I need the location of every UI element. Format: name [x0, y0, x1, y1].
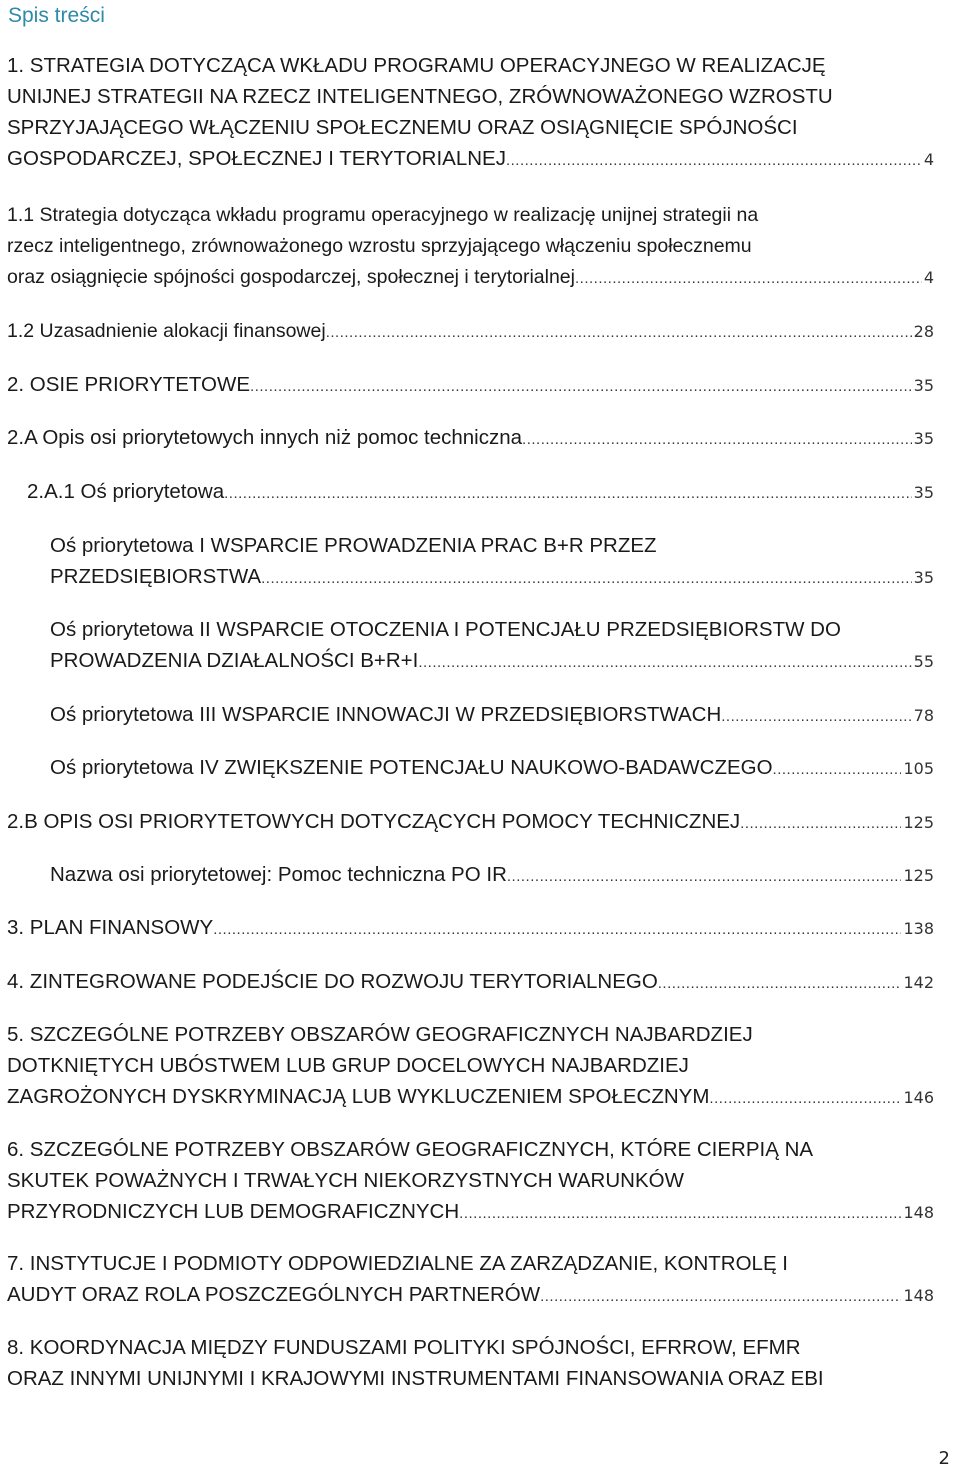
- toc-page-number: 148: [903, 1203, 934, 1222]
- leader-dots: [506, 145, 922, 176]
- toc-entry-1-2[interactable]: [7, 316, 934, 348]
- leader-dots: [740, 808, 901, 839]
- toc-page-number: 105: [903, 759, 934, 778]
- leader-dots: [326, 317, 912, 348]
- footer-page-number: 2: [938, 1448, 950, 1469]
- leader-dots: [709, 1083, 901, 1114]
- toc-entry-last-line: ZAGROŻONYCH DYSKRYMINACJĄ LUB WYKLUCZENIEM SPOŁECZNYM: [7, 1085, 710, 1108]
- leader-dots: [250, 371, 912, 402]
- toc-entry-last-line: 3. PLAN FINANSOWY: [7, 916, 214, 939]
- toc-entry-last-line: 2. OSIE PRIORYTETOWE: [7, 373, 251, 396]
- toc-entry-last-line: PRZYRODNICZYCH LUB DEMOGRAFICZNYCH: [7, 1200, 460, 1223]
- toc-page-number: 142: [903, 973, 934, 992]
- toc-entry-2b[interactable]: [7, 806, 934, 839]
- toc-page-number: 4: [923, 150, 934, 169]
- toc-entry-line: ORAZ INNYMI UNIJNYMI I KRAJOWYMI INSTRUMENTAMI FINANSOWANIA ORAZ EBI: [7, 1367, 824, 1390]
- leader-dots: [721, 701, 911, 732]
- toc-entry-last-line: 2.A Opis osi priorytetowych innych niż pomoc techniczna: [7, 426, 523, 449]
- leader-dots: [575, 263, 922, 294]
- toc-entry-last-line: Oś priorytetowa III WSPARCIE INNOWACJI W PRZEDSIĘBIORSTWACH: [50, 703, 722, 726]
- toc-page-number: 35: [913, 483, 934, 502]
- toc-entry-1[interactable]: [7, 50, 934, 176]
- toc-page-number: 4: [923, 268, 934, 287]
- toc-page-number: 125: [903, 813, 934, 832]
- toc-page-number: 125: [903, 866, 934, 885]
- leader-dots: [459, 1198, 901, 1229]
- toc-entry-last-line: PROWADZENIA DZIAŁALNOŚCI B+R+I: [50, 649, 419, 672]
- toc-page-number: 35: [913, 376, 934, 395]
- toc-entry-line: UNIJNEJ STRATEGII NA RZECZ INTELIGENTNEGO, ZRÓWNOWAŻONEGO WZROSTU: [7, 85, 833, 108]
- toc-entry-last-line: oraz osiągnięcie spójności gospodarczej, społecznej i terytorialnej: [7, 266, 575, 288]
- toc-entry-line: 7. INSTYTUCJE I PODMIOTY ODPOWIEDZIALNE ZA ZARZĄDZANIE, KONTROLĘ I: [7, 1252, 789, 1275]
- toc-entry-last-line: Nazwa osi priorytetowej: Pomoc techniczna PO IR: [50, 863, 507, 886]
- toc-entry-last-line: 2.B OPIS OSI PRIORYTETOWYCH DOTYCZĄCYCH POMOCY TECHNICZNEJ: [7, 810, 741, 833]
- toc-entry-6[interactable]: [7, 1134, 934, 1229]
- toc-page-number: 146: [903, 1088, 934, 1107]
- toc-entry-1-1[interactable]: [7, 200, 934, 294]
- toc-entry-axis-2[interactable]: [50, 614, 934, 678]
- leader-dots: [773, 754, 902, 785]
- toc-entry-axis-1[interactable]: [50, 530, 934, 594]
- toc-entry-2a1[interactable]: [27, 476, 934, 509]
- leader-dots: [418, 647, 911, 678]
- toc-entry-last-line: AUDYT ORAZ ROLA POSZCZEGÓLNYCH PARTNERÓW: [7, 1283, 541, 1306]
- toc-entry-line: Oś priorytetowa II WSPARCIE OTOCZENIA I POTENCJAŁU PRZEDSIĘBIORSTW DO: [50, 618, 841, 641]
- toc-entry-line: rzecz inteligentnego, zrównoważonego wzrostu sprzyjającego włączeniu społecznemu: [7, 235, 752, 257]
- leader-dots: [507, 861, 902, 892]
- toc-entry-8[interactable]: [7, 1332, 934, 1394]
- toc-entry-line: 6. SZCZEGÓLNE POTRZEBY OBSZARÓW GEOGRAFICZNYCH, KTÓRE CIERPIĄ NA: [7, 1138, 814, 1161]
- toc-entry-last-line: 4. ZINTEGROWANE PODEJŚCIE DO ROZWOJU TERYTORIALNEGO: [7, 970, 658, 993]
- toc-entry-line: Oś priorytetowa I WSPARCIE PROWADZENIA PRAC B+R PRZEZ: [50, 534, 657, 557]
- toc-entry-5[interactable]: [7, 1019, 934, 1114]
- leader-dots: [261, 563, 912, 594]
- leader-dots: [522, 424, 912, 455]
- toc-entry-axis-3[interactable]: [50, 699, 934, 732]
- leader-dots: [540, 1281, 901, 1312]
- toc-page-number: 138: [903, 919, 934, 938]
- toc-page-number: 35: [913, 568, 934, 587]
- toc-entry-4[interactable]: [7, 966, 934, 999]
- leader-dots: [658, 968, 902, 999]
- toc-entry-line: 1. STRATEGIA DOTYCZĄCA WKŁADU PROGRAMU OPERACYJNEGO W REALIZACJĘ: [7, 54, 826, 77]
- toc-page-number: 78: [913, 706, 934, 725]
- toc-entry-axis-4[interactable]: [50, 752, 934, 785]
- toc-heading: Spis treści: [8, 4, 105, 27]
- toc-entry-line: 5. SZCZEGÓLNE POTRZEBY OBSZARÓW GEOGRAFICZNYCH NAJBARDZIEJ: [7, 1023, 753, 1046]
- toc-entry-line: 8. KOORDYNACJA MIĘDZY FUNDUSZAMI POLITYKI SPÓJNOŚCI, EFRROW, EFMR: [7, 1336, 801, 1359]
- toc-entry-line: DOTKNIĘTYCH UBÓSTWEM LUB GRUP DOCELOWYCH NAJBARDZIEJ: [7, 1054, 689, 1077]
- toc-entry-last-line: PRZEDSIĘBIORSTWA: [50, 565, 262, 588]
- toc-page-number: 55: [913, 652, 934, 671]
- toc-page-number: 35: [913, 429, 934, 448]
- toc-page-number: 28: [913, 322, 934, 341]
- leader-dots: [213, 914, 901, 945]
- toc-page-number: 148: [903, 1286, 934, 1305]
- toc-entry-last-line: 2.A.1 Oś priorytetowa: [27, 480, 225, 503]
- toc-entry-2[interactable]: [7, 369, 934, 402]
- toc-entry-last-line: 1.2 Uzasadnienie alokacji finansowej: [7, 320, 326, 342]
- toc-entry-last-line: Oś priorytetowa IV ZWIĘKSZENIE POTENCJAŁU NAUKOWO-BADAWCZEGO: [50, 756, 773, 779]
- toc-entry-technical-assistance[interactable]: [50, 859, 934, 892]
- toc-entry-7[interactable]: [7, 1248, 934, 1312]
- leader-dots: [224, 478, 912, 509]
- toc-entry-line: SPRZYJAJĄCEGO WŁĄCZENIU SPOŁECZNEMU ORAZ OSIĄGNIĘCIE SPÓJNOŚCI: [7, 116, 798, 139]
- toc-entry-2a[interactable]: [7, 422, 934, 455]
- toc-entry-line: 1.1 Strategia dotycząca wkładu programu operacyjnego w realizację unijnej strategii na: [7, 204, 759, 226]
- toc-entry-line: SKUTEK POWAŻNYCH I TRWAŁYCH NIEKORZYSTNYCH WARUNKÓW: [7, 1169, 684, 1192]
- toc-entry-last-line: GOSPODARCZEJ, SPOŁECZNEJ I TERYTORIALNEJ: [7, 147, 506, 170]
- toc-entry-3[interactable]: [7, 912, 934, 945]
